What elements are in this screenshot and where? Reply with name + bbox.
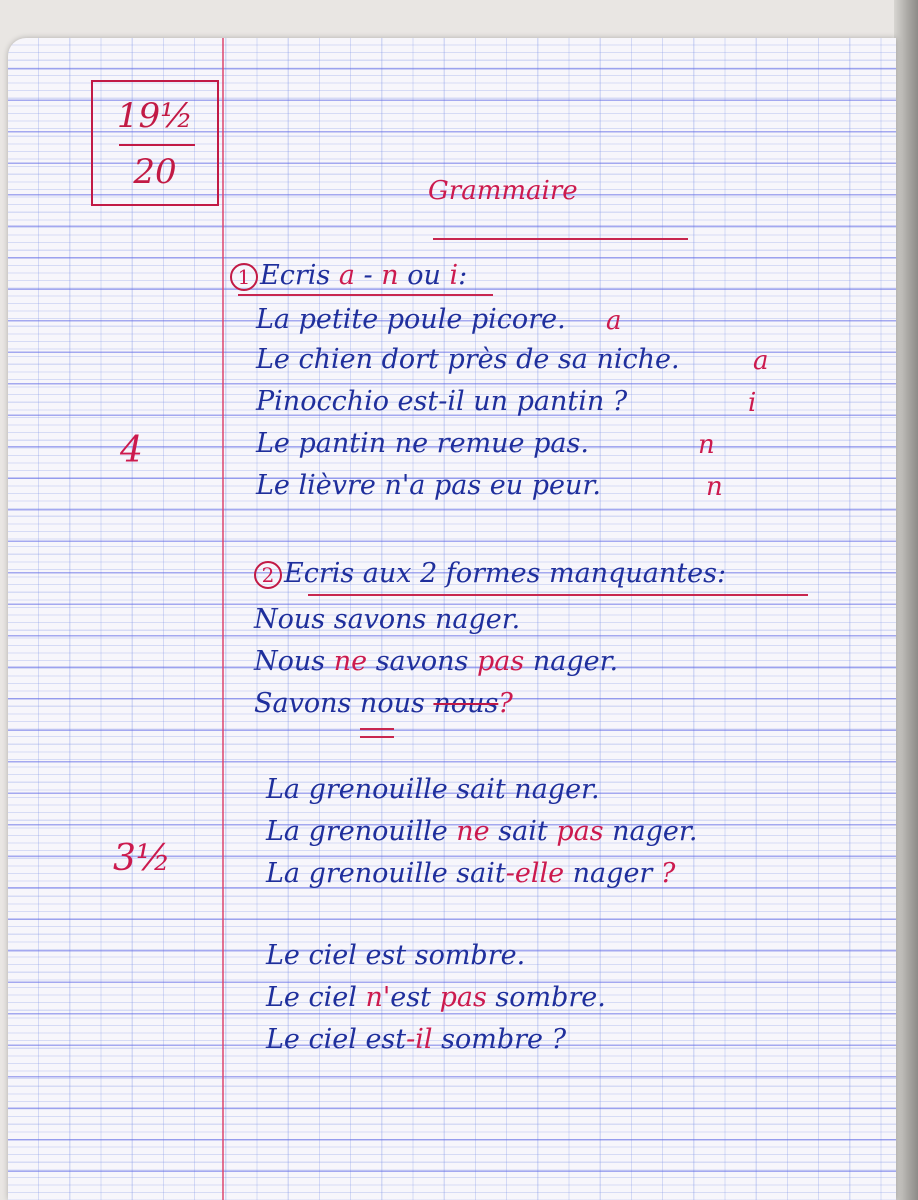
answer-3: i [748,388,757,418]
option-a: a [338,260,355,291]
answer-4: n [698,430,715,460]
g3-l2-end: sombre. [495,982,606,1013]
title-underline [433,238,688,240]
notebook-binding [894,0,918,1200]
g2-l2-pas: pas [556,816,604,847]
grade-numerator: 19½ [116,96,194,136]
option-separator: - [363,260,373,291]
sentence-5: Le lièvre n'a pas eu peur. [256,470,601,501]
exercise2-heading-underline [308,594,808,596]
g2-l3-question-mark: ? [660,858,676,889]
answer-5: n [706,472,723,502]
exercise1-heading-underline [238,294,493,296]
sentence-3: Pinocchio est-il un pantin ? [256,386,628,417]
g3-line-2 [266,982,606,1013]
exercise2-number: 2 [254,561,282,589]
notebook-page [8,38,896,1200]
g3-l2-verb: est [390,982,431,1013]
exercise1-heading-text: Ecris [260,260,331,291]
answer-2: a [753,346,769,376]
g3-line-3 [266,1024,566,1055]
g2-l2-subject: La grenouille [266,816,448,847]
g1-l2-pas: pas [477,646,525,677]
g3-l3-start: Le ciel est [266,1024,407,1055]
grade-fraction-bar [119,144,195,146]
g1-line-3 [254,688,513,719]
exercise1-score: 4 [120,430,143,471]
exercise1-number: 1 [230,263,258,291]
g2-l3-pronoun: -elle [505,858,565,889]
g1-l3-crossed-word: nous [433,688,499,719]
g1-l2-end: nager. [532,646,619,677]
g2-l3-verb: nager [572,858,653,889]
exercise1-heading [230,260,467,291]
g1-l3-start: Savons nous [254,688,425,719]
g3-l2-pas: pas [439,982,487,1013]
g2-l3-start: La grenouille sait [266,858,506,889]
g3-l2-ne: n' [365,982,391,1013]
g2-l2-verb: sait [498,816,548,847]
option-n: n [381,260,399,291]
correction-mark-1 [360,728,394,730]
exercise2-score: 3½ [113,838,171,879]
exercise2-heading [254,558,726,589]
g2-l2-ne: ne [456,816,490,847]
sentence-1: La petite poule picore. [256,304,566,335]
g3-l3-pronoun: -il [406,1024,433,1055]
g2-line-2 [266,816,697,847]
margin-line [222,38,224,1200]
correction-mark-2 [360,736,394,738]
answer-1: a [606,306,622,336]
option-or: ou [407,260,441,291]
heading-colon: : [458,260,468,291]
g3-l2-subject: Le ciel [266,982,357,1013]
g2-l2-end: nager. [612,816,698,847]
g1-l2-subject: Nous [254,646,326,677]
g2-line-3 [266,858,675,889]
g1-l3-question-mark: ? [498,688,513,719]
sentence-2: Le chien dort près de sa niche. [256,344,680,375]
exercise2-heading-text: Ecris aux 2 formes manquantes: [284,558,727,589]
option-i: i [449,260,459,291]
g3-l3-end: sombre ? [441,1024,567,1055]
page-title: Grammaire [428,176,578,206]
sentence-4: Le pantin ne remue pas. [256,428,589,459]
g3-line-1: Le ciel est sombre. [266,940,526,971]
grade-denominator: 20 [133,152,177,192]
g2-line-1: La grenouille sait nager. [266,774,600,805]
grade-box [91,80,219,206]
g1-line-2 [254,646,618,677]
g1-l2-verb: savons [375,646,469,677]
g1-l2-ne: ne [333,646,368,677]
g1-line-1: Nous savons nager. [254,604,521,635]
